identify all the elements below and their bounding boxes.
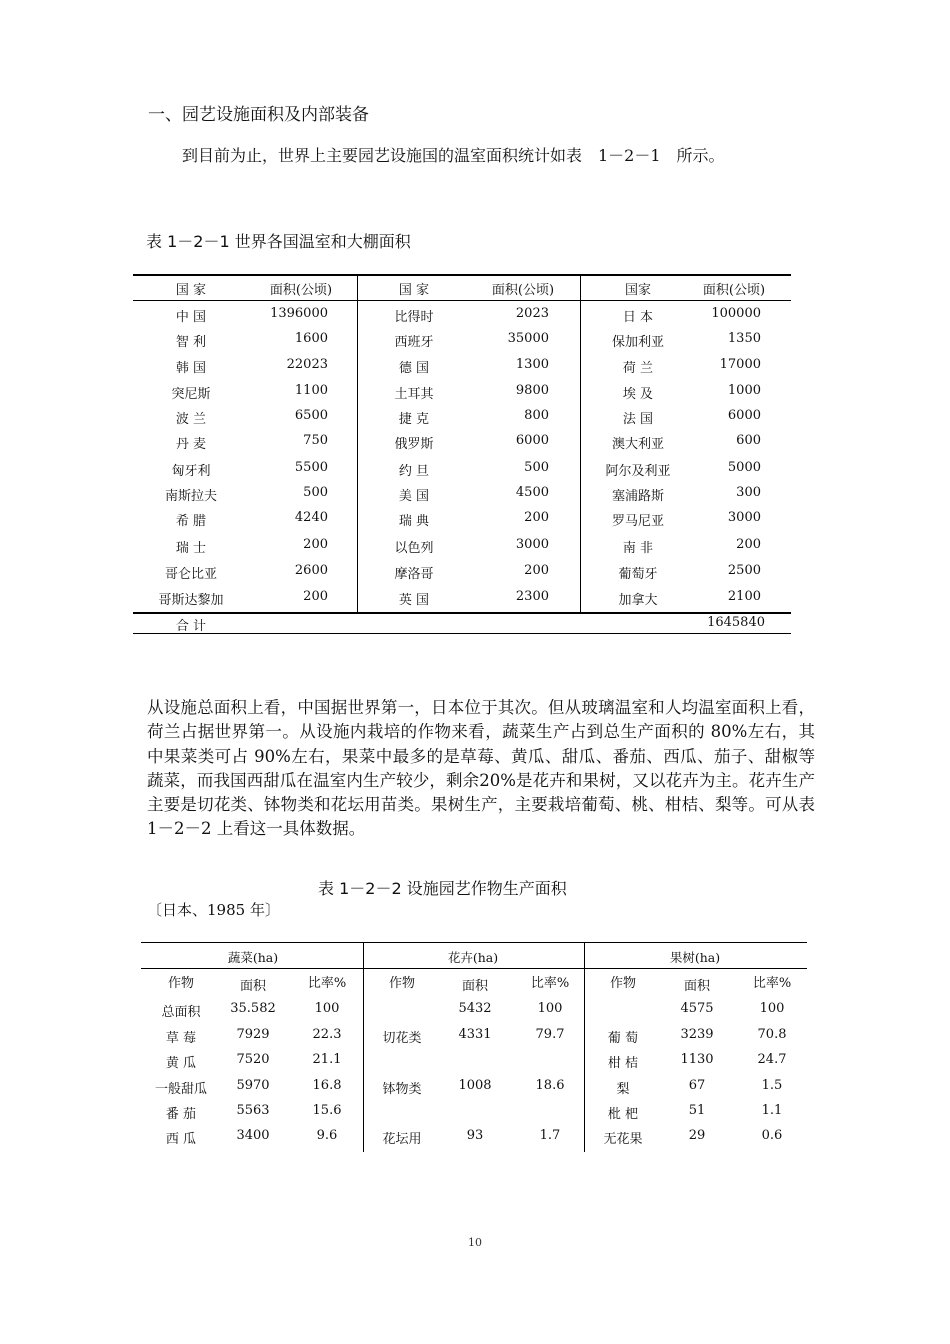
table1-country-cell: 匈牙利 <box>171 464 211 479</box>
table1-area-cell: 3000 <box>727 510 761 525</box>
table1-area-cell: 1300 <box>515 357 549 372</box>
table1-area-cell: 800 <box>524 408 549 423</box>
table2-cell: 22.3 <box>312 1027 342 1042</box>
table2-cell: 枇 杷 <box>607 1107 639 1122</box>
table1-area-cell: 2300 <box>515 589 549 604</box>
intro-text: 到目前为止，世界上主要园艺设施国的温室面积统计如表 1－2－1 所示。 <box>182 146 725 165</box>
table2-cell: 葡 萄 <box>607 1031 639 1046</box>
table1-country-cell: 加拿大 <box>618 593 658 608</box>
table1-area-cell: 6500 <box>294 408 328 423</box>
table2-header-cell: 作物 <box>609 976 637 991</box>
table2-header-cell: 比率% <box>752 976 792 991</box>
table1-country-cell: 韩 国 <box>175 361 207 376</box>
table2-cell: 钵物类 <box>382 1082 422 1097</box>
table1-country-cell: 法 国 <box>622 412 654 427</box>
table2-cell: 29 <box>688 1128 706 1143</box>
table2-cell: 100 <box>314 1001 340 1016</box>
table2-cell: 15.6 <box>312 1103 342 1118</box>
table2-cell: 3400 <box>236 1128 270 1143</box>
table2-cell: 1130 <box>680 1052 714 1067</box>
table2-cell: 35.582 <box>230 1001 276 1016</box>
table1-area-cell: 2600 <box>294 563 328 578</box>
table2-top-rule <box>141 942 807 943</box>
table1-header-cell: 面积(公顷) <box>702 283 766 298</box>
table2-cell: 67 <box>688 1078 706 1093</box>
table1-area-cell: 35000 <box>507 331 549 346</box>
table1-country-cell: 葡萄牙 <box>618 567 658 582</box>
table1-country-cell: 德 国 <box>398 361 430 376</box>
table2-cell: 草 莓 <box>165 1031 197 1046</box>
table2-group-header: 蔬菜(ha) <box>227 950 279 965</box>
table2-cell: 51 <box>688 1103 706 1118</box>
table2-cell: 9.6 <box>316 1128 338 1143</box>
table1-area-cell: 500 <box>303 485 328 500</box>
table1-header-cell: 国 家 <box>175 283 207 298</box>
table1 <box>133 274 791 635</box>
table2-cell: 5970 <box>236 1078 270 1093</box>
table2-cell: 1.5 <box>761 1078 783 1093</box>
table2-cell: 无花果 <box>603 1132 643 1147</box>
table1-area-cell: 100000 <box>711 306 761 321</box>
table2-cell: 21.1 <box>312 1052 342 1067</box>
table2-cell: 100 <box>759 1001 785 1016</box>
table1-country-cell: 哥斯达黎加 <box>158 593 224 608</box>
table1-area-cell: 200 <box>524 563 549 578</box>
table1-area-cell: 4240 <box>294 510 328 525</box>
table2-header-cell: 作物 <box>388 976 416 991</box>
body-paragraph: 从设施总面积上看，中国据世界第一，日本位于其次。但从玻璃温室和人均温室面积上看，荷兰占据世界第一。从设施内栽培的作物来看，蔬菜生产占到总生产面积的 80%左右，其中果菜类可占 90%左右，果菜中最多的是草莓、黄瓜、甜瓜、番茄、西瓜、茄子、甜椒等蔬菜，而我国西甜瓜在温室内生产较少，剩余20%是花卉和果树，又以花卉为主。花卉生产主要是切花类、钵物类和花坛用苗类。果树生产，主要栽培葡萄、桃、柑桔、梨等。可从表 1－2－2 上看这一具体数据。 <box>147 698 815 839</box>
table1-total-label: 合 计 <box>175 619 207 634</box>
table1-area-cell: 6000 <box>515 433 549 448</box>
table2-cell: 黄 瓜 <box>165 1056 197 1071</box>
table2-subcaption: 〔日本、1985 年〕 <box>147 901 280 919</box>
table1-area-cell: 1350 <box>727 331 761 346</box>
table2-cell: 70.8 <box>757 1027 787 1042</box>
table1-country-cell: 约 旦 <box>398 464 430 479</box>
table1-total-value: 1645840 <box>707 615 765 630</box>
table1-area-cell: 2023 <box>515 306 549 321</box>
table1-area-cell: 1600 <box>294 331 328 346</box>
table2-cell: 4575 <box>680 1001 714 1016</box>
table1-country-cell: 塞浦路斯 <box>611 489 665 504</box>
table1-area-cell: 1396000 <box>270 306 328 321</box>
table2-divider <box>584 942 585 1152</box>
table1-area-cell: 200 <box>524 510 549 525</box>
page-number: 10 <box>468 1236 482 1249</box>
table2-cell: 梨 <box>616 1082 630 1097</box>
table1-header-cell: 面积(公顷) <box>491 283 555 298</box>
table2-cell: 16.8 <box>312 1078 342 1093</box>
table1-country-cell: 中 国 <box>175 310 207 325</box>
table2-group-rule <box>141 968 807 969</box>
table2-header-cell: 面积 <box>683 979 711 994</box>
table1-area-cell: 2500 <box>727 563 761 578</box>
table1-country-cell: 土耳其 <box>394 387 434 402</box>
table1-area-cell: 750 <box>303 433 328 448</box>
table2-cell: 柑 桔 <box>607 1056 639 1071</box>
table1-area-cell: 300 <box>736 485 761 500</box>
table2 <box>141 942 807 1154</box>
table1-country-cell: 埃 及 <box>622 387 654 402</box>
table2-cell: 5432 <box>458 1001 492 1016</box>
table2-group-header: 花卉(ha) <box>447 950 499 965</box>
table2-cell: 5563 <box>236 1103 270 1118</box>
table1-country-cell: 以色列 <box>394 541 434 556</box>
table1-country-cell: 西班牙 <box>394 335 434 350</box>
table1-country-cell: 丹 麦 <box>175 437 207 452</box>
table1-area-cell: 3000 <box>515 537 549 552</box>
table1-country-cell: 日 本 <box>622 310 654 325</box>
table1-country-cell: 澳大利亚 <box>611 437 665 452</box>
table1-header-cell: 国 家 <box>398 283 430 298</box>
table1-country-cell: 瑞 典 <box>398 514 430 529</box>
table1-area-cell: 17000 <box>719 357 761 372</box>
table1-country-cell: 俄罗斯 <box>394 437 434 452</box>
table1-divider <box>357 274 358 613</box>
table1-area-cell: 22023 <box>286 357 328 372</box>
table2-cell: 24.7 <box>757 1052 787 1067</box>
section-heading: 一、园艺设施面积及内部装备 <box>148 105 369 125</box>
table2-cell: 4331 <box>458 1027 492 1042</box>
table1-area-cell: 200 <box>303 537 328 552</box>
table1-country-cell: 捷 克 <box>398 412 430 427</box>
table2-cell: 0.6 <box>761 1128 783 1143</box>
table2-group-header: 果树(ha) <box>669 950 721 965</box>
table2-caption: 表 1－2－2 设施园艺作物生产面积 <box>318 879 567 898</box>
table1-header-cell: 国家 <box>624 283 652 298</box>
table1-country-cell: 南斯拉夫 <box>164 489 218 504</box>
table1-area-cell: 500 <box>524 460 549 475</box>
table2-divider <box>363 942 364 1152</box>
table2-cell: 花坛用 <box>382 1132 422 1147</box>
table1-area-cell: 600 <box>736 433 761 448</box>
table1-area-cell: 1000 <box>727 383 761 398</box>
table2-header-cell: 面积 <box>239 979 267 994</box>
table1-divider <box>580 274 581 613</box>
table2-cell: 18.6 <box>535 1078 565 1093</box>
table2-cell: 西 瓜 <box>165 1132 197 1147</box>
table1-country-cell: 突尼斯 <box>171 387 211 402</box>
table1-country-cell: 英 国 <box>398 593 430 608</box>
table2-cell: 一般甜瓜 <box>154 1082 208 1097</box>
table1-area-cell: 2100 <box>727 589 761 604</box>
table2-header-cell: 面积 <box>461 979 489 994</box>
table1-country-cell: 南 非 <box>622 541 654 556</box>
table1-country-cell: 美 国 <box>398 489 430 504</box>
table2-cell: 100 <box>537 1001 563 1016</box>
table2-cell: 番 茄 <box>165 1107 197 1122</box>
table1-caption: 表 1－2－1 世界各国温室和大棚面积 <box>146 232 411 251</box>
table2-cell: 1008 <box>458 1078 492 1093</box>
table1-country-cell: 瑞 士 <box>175 541 207 556</box>
table1-country-cell: 荷 兰 <box>622 361 654 376</box>
table1-area-cell: 5000 <box>727 460 761 475</box>
table1-country-cell: 比得时 <box>394 310 434 325</box>
table1-area-cell: 4500 <box>515 485 549 500</box>
table2-cell: 79.7 <box>535 1027 565 1042</box>
table1-country-cell: 阿尔及利亚 <box>605 464 671 479</box>
table1-country-cell: 保加利亚 <box>611 335 665 350</box>
table1-country-cell: 哥仑比亚 <box>164 567 218 582</box>
table1-area-cell: 5500 <box>294 460 328 475</box>
table2-cell: 1.7 <box>539 1128 561 1143</box>
table1-country-cell: 智 利 <box>175 335 207 350</box>
table1-bottom-rule <box>133 633 791 634</box>
table1-country-cell: 希 腊 <box>175 514 207 529</box>
table1-area-cell: 9800 <box>515 383 549 398</box>
table1-total-rule <box>133 612 791 614</box>
table1-header-rule <box>133 300 791 301</box>
table2-cell: 总面积 <box>161 1005 201 1020</box>
table1-header-cell: 面积(公顷) <box>269 283 333 298</box>
table1-area-cell: 6000 <box>727 408 761 423</box>
table2-cell: 7520 <box>236 1052 270 1067</box>
table2-header-cell: 比率% <box>530 976 570 991</box>
table2-cell: 切花类 <box>382 1031 422 1046</box>
table1-top-rule <box>133 274 791 276</box>
table2-header-cell: 作物 <box>167 976 195 991</box>
table1-country-cell: 波 兰 <box>175 412 207 427</box>
table1-area-cell: 1100 <box>294 383 328 398</box>
table1-country-cell: 罗马尼亚 <box>611 514 665 529</box>
table1-area-cell: 200 <box>303 589 328 604</box>
table2-header-cell: 比率% <box>307 976 347 991</box>
table1-area-cell: 200 <box>736 537 761 552</box>
table2-cell: 7929 <box>236 1027 270 1042</box>
table2-cell: 3239 <box>680 1027 714 1042</box>
table2-cell: 1.1 <box>761 1103 783 1118</box>
table1-country-cell: 摩洛哥 <box>394 567 434 582</box>
table2-cell: 93 <box>466 1128 484 1143</box>
